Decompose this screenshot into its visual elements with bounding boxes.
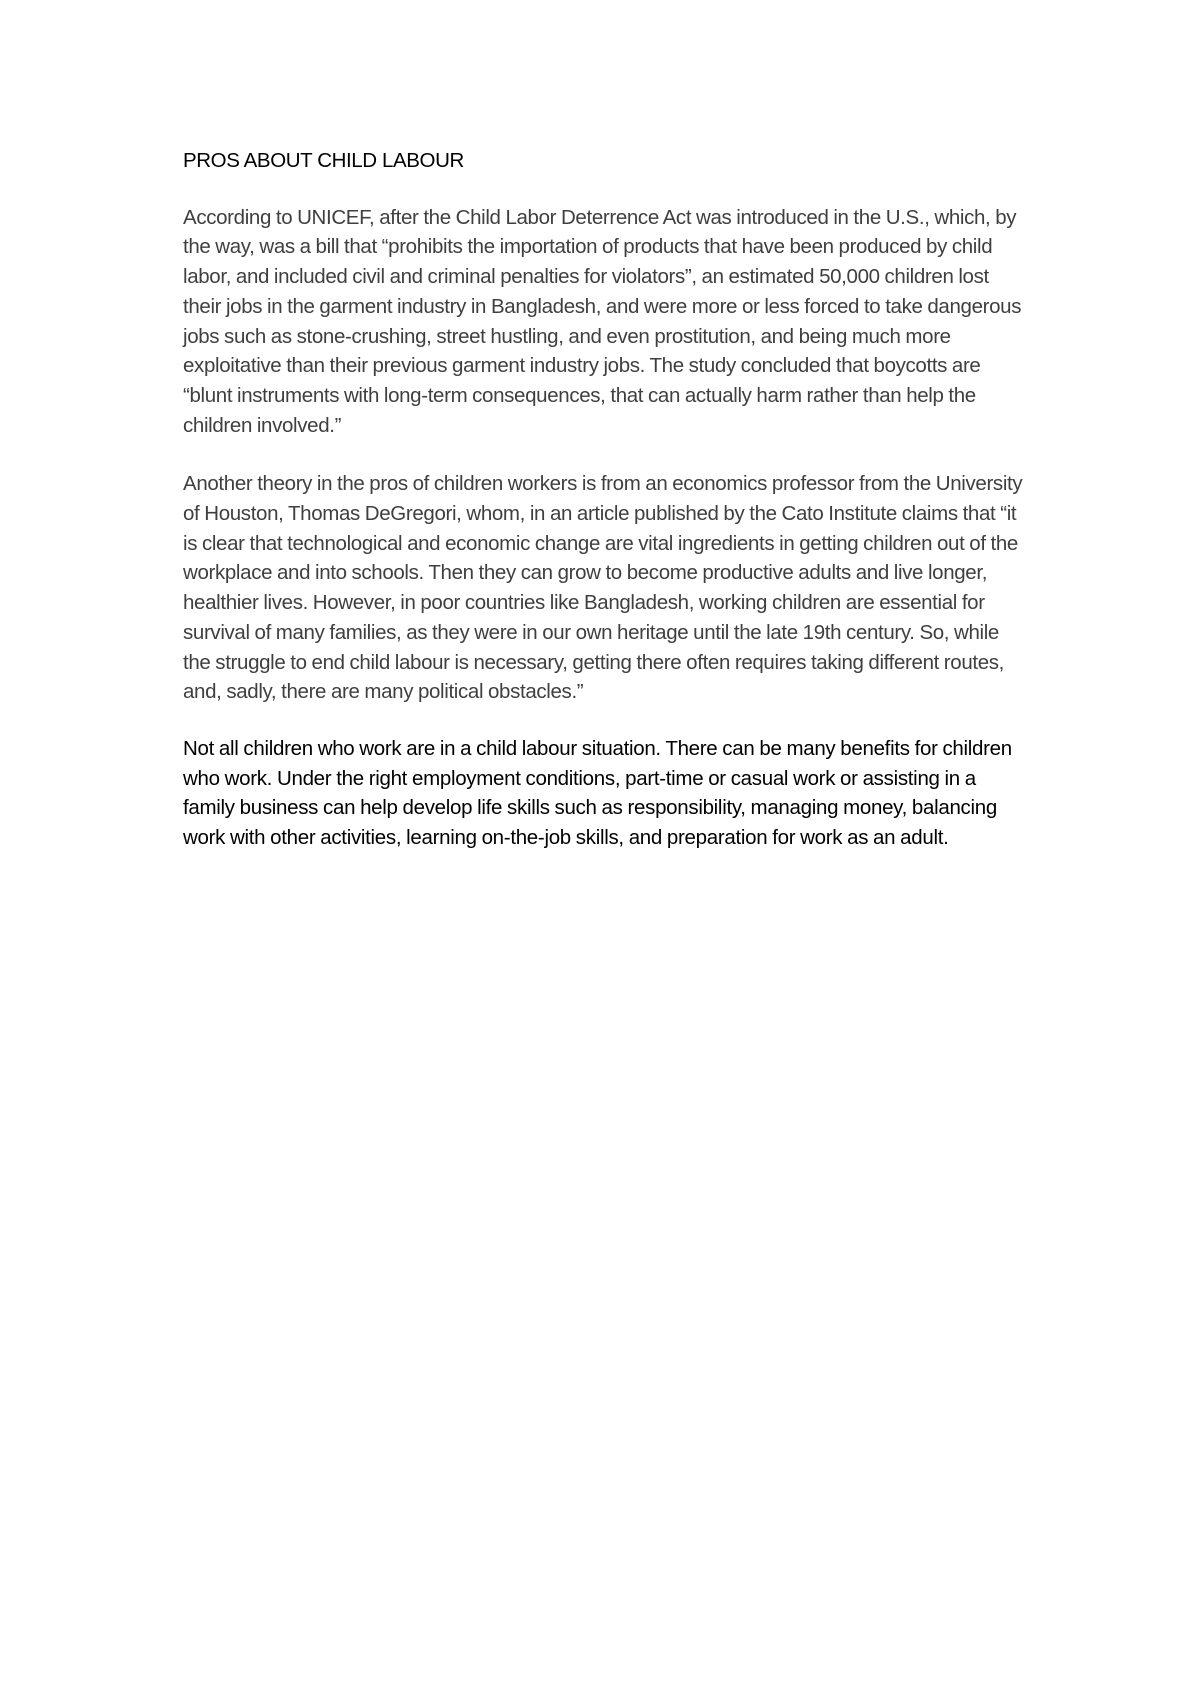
paragraph-degregori: Another theory in the pros of children workers is from an economics professor from the University of Houston, Thomas DeGregori, whom, in an article published by the Cato Institute claims that “it is clear that technological and economic change are vital ingredients in getting children out of the workplace and into schools. Then they can grow to become productive adults and live longer, healthier lives. However, in poor countries like Bangladesh, working children are essential for survival of many families, as they were in our own heritage until the late 19th century. So, while the struggle to end child labour is necessary, getting there often requires taking different routes, and, sadly, there are many political obstacles.”	[183, 472, 1023, 704]
paragraph-unicef: According to UNICEF, after the Child Labor Deterrence Act was introduced in the U.S., which, by the way, was a bill that “prohibits the importation of products that have been produced by child labor, and included civil and criminal penalties for violators”, an estimated 50,000 children lost their jobs in the garment industry in Bangladesh, and were more or less forced to take dangerous jobs such as stone-crushing, street hustling, and even prostitution, and being much more exploitative than their previous garment industry jobs. The study concluded that boycotts are “blunt instruments with long-term consequences, that can actually harm rather than help the children involved.”	[183, 205, 1022, 437]
document-body	[183, 146, 1028, 853]
paragraph-benefits: Not all children who work are in a child labour situation. There can be many benefits for children who work. Under the right employment conditions, part-time or casual work or assisting in a family business can help develop life skills such as responsibility, managing money, balancing work with other activities, learning on-the-job skills, and preparation for work as an adult.	[183, 736, 1012, 850]
document-heading: PROS ABOUT CHILD LABOUR	[183, 149, 464, 172]
